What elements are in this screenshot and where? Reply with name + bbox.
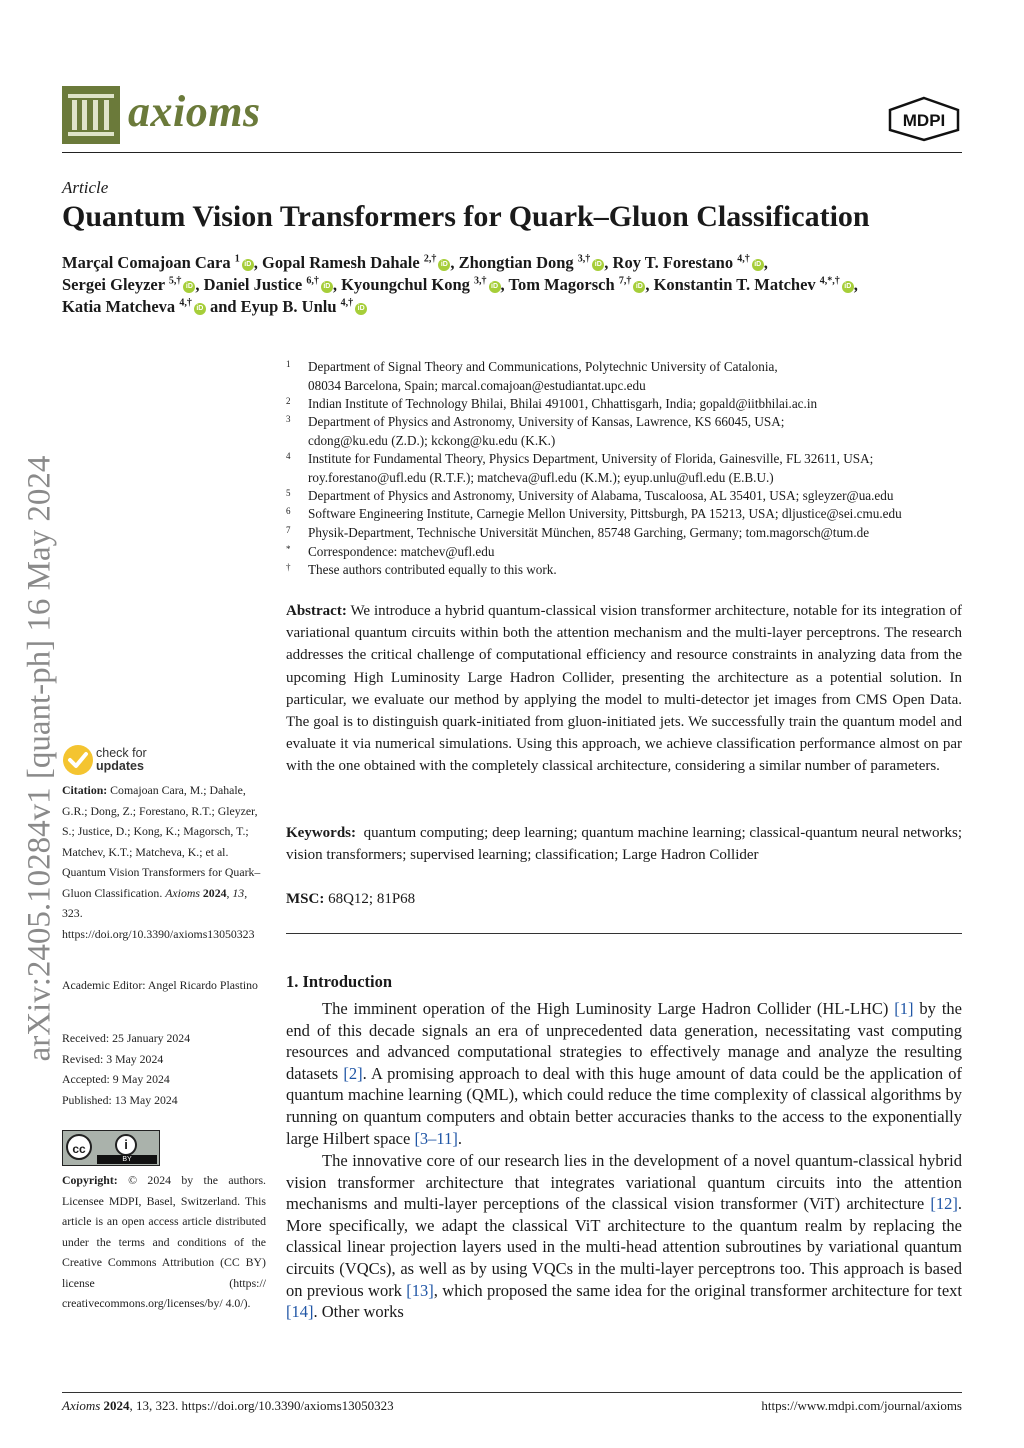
journal-name: axioms	[128, 87, 261, 136]
check-updates-icon	[62, 744, 94, 776]
author-name: Gopal Ramesh Dahale	[262, 253, 420, 272]
header-divider	[62, 152, 962, 153]
keywords-label: Keywords:	[286, 825, 356, 841]
author-name: Daniel Justice	[203, 275, 303, 294]
abstract	[286, 600, 962, 778]
affiliation-3: 3 Department of Physics and Astronomy, University of Kansas, Lawrence, KS 66045, USA; cdong@ku.edu (Z.D.); kckong@ku.edu (K.K.)	[286, 414, 785, 448]
copyright-block: Copyright: © 2024 by the authors. Licensee MDPI, Basel, Switzerland. This article is an open access article distributed under the terms and conditions of the Creative Commons Attribution (CC BY) license (https:// creativecommons.org/licenses/by/ 4.0/).	[62, 1173, 266, 1310]
orcid-icon[interactable]: iD	[438, 259, 450, 271]
footer-journal-url[interactable]: https://www.mdpi.com/journal/axioms	[761, 1398, 962, 1413]
msc-label: MSC:	[286, 891, 325, 907]
author-name: Eyup B. Unlu	[240, 297, 337, 316]
keywords-text: quantum computing; deep learning; quantum machine learning; classical-quantum neural networks; vision transformers; supervised learning; classification; Large Hadron Collider	[286, 825, 962, 864]
received-date: Received: 25 January 2024	[62, 1031, 191, 1045]
copyright-label: Copyright:	[62, 1173, 118, 1187]
affiliation-5: 5 Department of Physics and Astronomy, University of Alabama, Tuscaloosa, AL 35401, USA; sgleyzer@ua.edu	[286, 488, 894, 503]
orcid-icon[interactable]: iD	[183, 281, 195, 293]
author-name: Konstantin T. Matchev	[653, 275, 816, 294]
msc	[286, 888, 962, 910]
author-line-2: Sergei Gleyzer $^{5,\dagger}$ iD , Daniel Justice $^{6,\dagger}$ iD , Kyoungchul Kong $^{3,\dagger}$ iD , Tom Magorsch $^{7,\dagger}$ iD , Konstantin T. Matchev $^{4,*,\dagger}$ iD ,	[62, 275, 858, 294]
orcid-icon[interactable]: iD	[242, 259, 254, 271]
intro-paragraph-2: The innovative core of our research lies in the development of a novel quantum-classical hybrid vision transformer architecture that integrates variational quantum circuits into the attention mechanisms and multi-layer perceptions of the classical vision transformer (ViT) architecture [12]. More specifically, we adapt the classical ViT architecture to the quantum realm by replacing the classical linear projection layers used in the multi-head attention subroutines by variational quantum circuits (VQCs), as well as by using VQCs in the multi-layer perceptrons too. This approach is based on previous work [13], which proposed the same idea for the original transformer architecture for text [14]. Other works	[286, 1151, 962, 1322]
mdpi-logo-icon	[886, 96, 962, 142]
citation-link[interactable]: [13]	[406, 1280, 434, 1300]
article-type: Article	[62, 178, 109, 197]
orcid-icon[interactable]: iD	[321, 281, 333, 293]
intro-paragraph-1: The imminent operation of the High Luminosity Large Hadron Collider (HL-LHC) [1] by the end of this decade signals an era of unprecedented data generation, necessitating vast computing resources and advanced computational strategies to effectively manage and analyze the resulting datasets [2]. A promising approach to deal with this huge amount of data could be the application of quantum machine learning (QML), which could reduce the time complexity of classical algorithms by running on quantum computers and obtain better accuracies thanks to the access to the exponentially large Hilbert space [3–11].	[286, 999, 963, 1148]
accepted-date: Accepted: 9 May 2024	[62, 1072, 170, 1086]
abstract-text: We introduce a hybrid quantum-classical vision transformer architecture, notable for its integration of variational quantum circuits within both the attention mechanism and the multi-layer perceptrons. The research addresses the critical challenge of computational efficiency and resource constraints in analyzing data from the upcoming High Luminosity Large Hadron Collider, presenting the architecture as a potential solution. In particular, we evaluate our method by applying the model to multi-detector jet images from CMS Open Data. The goal is to distinguish quark-initiated from gluon-initiated jets. We successfully train the quantum model and evaluate it via numerical simulations. Using this approach, we achieve classification performance almost on par with the one obtained with the completely classical architecture, considering a similar number of parameters.	[286, 603, 962, 775]
author-name: Zhongtian Dong	[458, 253, 574, 272]
affiliation-7: 7 Physik-Department, Technische Universität München, 85748 Garching, Germany; tom.magorsch@tum.de	[286, 525, 870, 540]
cc-by-license-icon[interactable]: cc i BY	[62, 1130, 160, 1166]
academic-editor: Academic Editor: Angel Ricardo Plastino	[62, 978, 258, 992]
footer-citation: Axioms 2024, 13, 323. https://doi.org/10.3390/axioms13050323	[62, 1398, 394, 1413]
orcid-icon[interactable]: iD	[592, 259, 604, 271]
abstract-label: Abstract:	[286, 603, 347, 619]
orcid-icon[interactable]: iD	[355, 303, 367, 315]
check-updates-line2: updates	[96, 759, 144, 773]
revised-date: Revised: 3 May 2024	[62, 1052, 164, 1066]
author-name: Marçal Comajoan Cara	[62, 253, 231, 272]
correspondence: * Correspondence: matchev@ufl.edu	[286, 544, 495, 559]
author-name: Sergei Gleyzer	[62, 275, 165, 294]
affiliation-6: 6 Software Engineering Institute, Carnegie Mellon University, Pittsburgh, PA 15213, USA; dljustice@sei.cmu.edu	[286, 506, 902, 521]
check-updates-line1: check for	[96, 746, 147, 760]
affiliation-4: 4 Institute for Fundamental Theory, Physics Department, University of Florida, Gainesville, FL 32611, USA; roy.forestano@ufl.edu (R.T.F.); matcheva@ufl.edu (K.M.); eyup.unlu@ufl.edu (E.B.U.)	[286, 451, 874, 485]
orcid-icon[interactable]: iD	[842, 281, 854, 293]
author-line-3: Katia Matcheva $^{4,\dagger}$ iD and Eyup B. Unlu $^{4,\dagger}$ iD	[62, 297, 367, 317]
msc-text: 68Q12; 81P68	[328, 891, 416, 907]
paper-title: Quantum Vision Transformers for Quark–Gluon Classification	[62, 200, 870, 233]
section-heading: 1. Introduction	[286, 972, 393, 991]
published-date: Published: 13 May 2024	[62, 1093, 178, 1107]
equal-contribution-note: † These authors contributed equally to this work.	[286, 562, 557, 577]
citation-link[interactable]: [3–11]	[414, 1128, 458, 1148]
author-name: Tom Magorsch	[508, 275, 615, 294]
orcid-icon[interactable]: iD	[633, 281, 645, 293]
citation-link[interactable]: [2]	[343, 1063, 363, 1083]
author-name: Katia Matcheva	[62, 297, 176, 316]
section-divider	[286, 933, 962, 934]
citation-block: Citation: Comajoan Cara, M.; Dahale, G.R.; Dong, Z.; Forestano, R.T.; Gleyzer, S.; Justice, D.; Kong, K.; Magorsch, T.; Matchev, K.T.; Matcheva, K.; et al. Quantum Vision Transformers for Quark–Gluon Classification. Axioms 2024, 13, 323. https://doi.org/10.3390/axioms13050323	[62, 783, 261, 941]
orcid-icon[interactable]: iD	[752, 259, 764, 271]
citation-label: Citation:	[62, 783, 108, 797]
author-name: Kyoungchul Kong	[341, 275, 470, 294]
keywords	[286, 822, 962, 866]
affiliation-1: 1 Department of Signal Theory and Communications, Polytechnic University of Catalonia, 08034 Barcelona, Spain; marcal.comajoan@estudiantat.upc.edu	[286, 359, 778, 393]
and-word: and	[209, 297, 237, 316]
orcid-icon[interactable]: iD	[194, 303, 206, 315]
citation-link[interactable]: [1]	[894, 999, 914, 1018]
author-name: Roy T. Forestano	[612, 253, 734, 272]
arxiv-stamp: arXiv:2405.10284v1 [quant-ph] 16 May 2024	[21, 455, 58, 1062]
citation-link[interactable]: [12]	[930, 1194, 958, 1214]
author-line-1: Marçal Comajoan Cara $^1$ iD , Gopal Ramesh Dahale $^{2,\dagger}$ iD , Zhongtian Dong $^{3,\dagger}$ iD , Roy T. Forestano $^{4,\dagger}$ iD ,	[62, 253, 768, 272]
citation-link[interactable]: [14]	[286, 1302, 314, 1322]
orcid-icon[interactable]: iD	[489, 281, 501, 293]
publisher-name: MDPI	[902, 111, 946, 130]
affiliation-2: 2 Indian Institute of Technology Bhilai, Bhilai 491001, Chhattisgarh, India; gopald@iitbhilai.ac.in	[286, 396, 818, 411]
footer-divider	[62, 1392, 962, 1393]
journal-logo-icon	[62, 86, 120, 144]
